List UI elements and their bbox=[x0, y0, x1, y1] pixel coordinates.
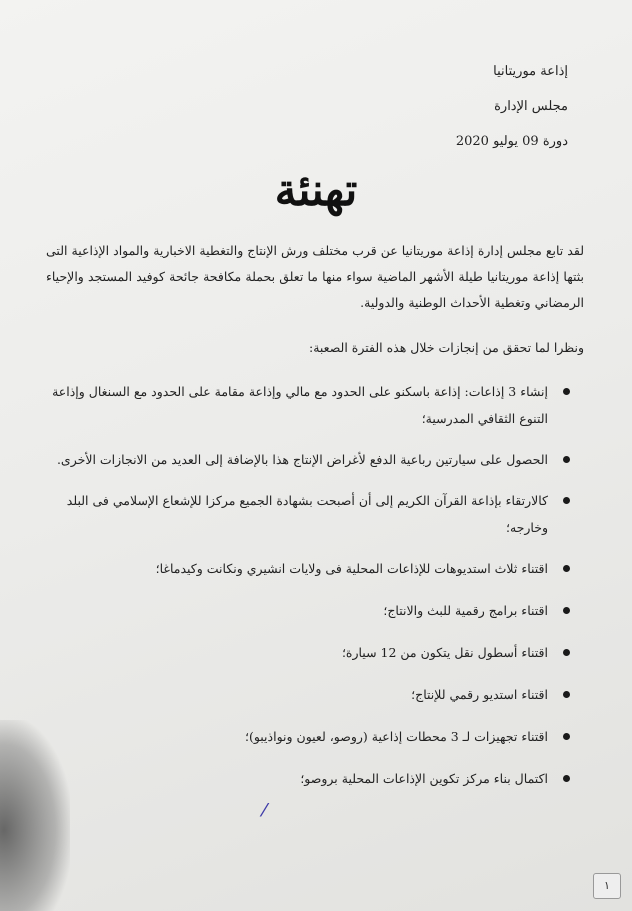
list-item-text: اقتناء أسطول نقل يتكون من 12 سيارة؛ bbox=[341, 645, 548, 660]
document-title: تهنئة bbox=[274, 165, 358, 216]
list-item-text: كالارتقاء بإذاعة القرآن الكريم إلى أن أصبحت بشهادة الجميع مركزا للإشعاع الإسلامي فى البلد وخارجه؛ bbox=[66, 493, 548, 535]
list-item bbox=[44, 555, 572, 582]
list-item-text: اقتناء تجهيزات لـ 3 محطات إذاعية (روصو، لعيون ونواذيبو)؛ bbox=[244, 729, 548, 744]
list-item bbox=[44, 639, 572, 666]
list-item-text: اكتمال بناء مركز تكوين الإذاعات المحلية بروصو؛ bbox=[300, 771, 548, 786]
list-item-text: اقتناء ثلاث استديوهات للإذاعات المحلية فى ولايات انشيري ونكانت وكيدماغا؛ bbox=[155, 561, 548, 576]
board-name: مجلس الإدارة bbox=[494, 99, 568, 114]
pen-mark-icon: ⁄ bbox=[263, 800, 267, 821]
bullet-icon bbox=[563, 649, 570, 656]
list-item bbox=[44, 378, 572, 432]
bullet-icon bbox=[563, 691, 570, 698]
organization-name: إذاعة موريتانيا bbox=[493, 64, 568, 79]
lead-sentence: ونظرا لما تحقق من إنجازات خلال هذه الفترة الصعبة: bbox=[308, 340, 584, 355]
list-item-text: اقتناء برامج رقمية للبث والانتاج؛ bbox=[383, 603, 548, 618]
list-item-text: اقتناء استديو رقمي للإنتاج؛ bbox=[411, 687, 548, 702]
page-number: ١ bbox=[593, 873, 621, 899]
intro-paragraph: لقد تابع مجلس إدارة إذاعة موريتانيا عن قرب مختلف ورش الإنتاج والتغطية الاخبارية والمواد الإذاعية التى بثتها إذاعة موريتانيا طيلة الأشهر الماضية سواء منها ما تعلق بحملة مكافحة جائحة كوفيد المستجد والإحياء الرمضاني وتغطية الأحداث الوطنية والدولية. bbox=[46, 243, 584, 310]
bullet-icon bbox=[563, 456, 570, 463]
achievements-list bbox=[44, 378, 572, 807]
list-item-text: إنشاء 3 إذاعات: إذاعة باسكنو على الحدود مع مالي وإذاعة مقامة على الحدود مع السنغال وإذاعة التنوع الثقافي المدرسية؛ bbox=[52, 384, 548, 426]
list-item-text: الحصول على سيارتين رباعية الدفع لأغراض الإنتاج هذا بالإضافة إلى العديد من الانجازات الأخرى. bbox=[56, 452, 548, 467]
session-date: دورة 09 يوليو 2020 bbox=[455, 134, 568, 149]
bullet-icon bbox=[563, 388, 570, 395]
list-item bbox=[44, 597, 572, 624]
bullet-icon bbox=[563, 607, 570, 614]
list-item bbox=[44, 723, 572, 750]
letter-header bbox=[456, 54, 568, 159]
bullet-icon bbox=[563, 565, 570, 572]
list-item bbox=[44, 446, 572, 473]
bullet-icon bbox=[563, 733, 570, 740]
list-item bbox=[44, 765, 572, 792]
list-item bbox=[44, 487, 572, 541]
bullet-icon bbox=[563, 497, 570, 504]
bullet-icon bbox=[563, 775, 570, 782]
list-item bbox=[44, 681, 572, 708]
